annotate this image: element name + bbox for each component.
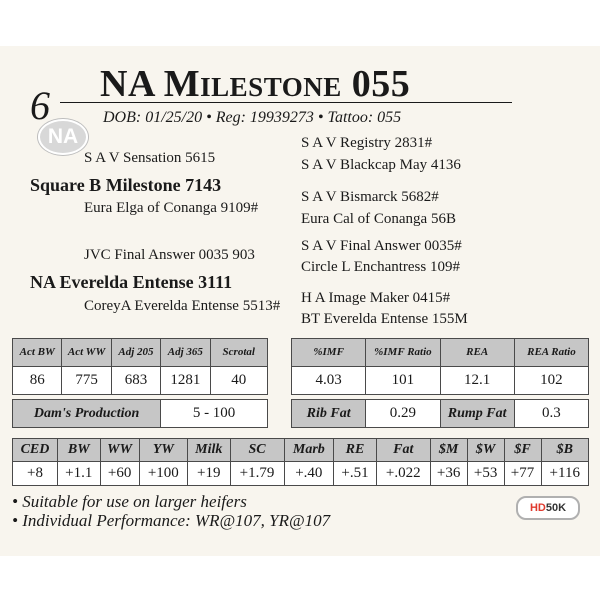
carcass-value: 12.1 xyxy=(440,367,514,395)
animal-name-title: NA Milestone 055 xyxy=(100,63,411,105)
notes xyxy=(12,492,330,530)
epd-value: +.022 xyxy=(376,462,430,486)
perf-header: Adj 205 xyxy=(111,339,160,367)
perf-header: Act WW xyxy=(62,339,111,367)
epd-value: +53 xyxy=(467,462,504,486)
perf-header: Adj 365 xyxy=(161,339,210,367)
pedigree-sd-sire: S A V Bismarck 5682# xyxy=(301,189,439,205)
perf-value: 40 xyxy=(210,367,268,395)
epd-header: RE xyxy=(334,439,377,462)
carcass-header: REA Ratio xyxy=(514,339,588,367)
epd-header: $F xyxy=(504,439,541,462)
pedigree-dam-sire: JVC Final Answer 0035 903 xyxy=(84,247,255,263)
epd-header: CED xyxy=(13,439,58,462)
pedigree-dd-sire: H A Image Maker 0415# xyxy=(301,290,451,306)
na-logo: NA xyxy=(38,119,88,155)
carcass-header: %IMF xyxy=(292,339,366,367)
registration-info: DOB: 01/25/20 • Reg: 19939273 • Tattoo: 055 xyxy=(103,109,402,126)
epd-value: +1.79 xyxy=(230,462,284,486)
note-item: • Suitable for use on larger heifers xyxy=(12,492,247,511)
note-item: • Individual Performance: WR@107, YR@107 xyxy=(12,511,331,530)
epd-value: +19 xyxy=(187,462,230,486)
pedigree-ss-sire: S A V Registry 2831# xyxy=(301,135,433,151)
sale-catalog-card xyxy=(0,46,600,556)
dams-production-value: 5 - 100 xyxy=(161,400,268,428)
perf-header: Scrotal xyxy=(210,339,268,367)
perf-header: Act BW xyxy=(13,339,62,367)
rump-fat-value: 0.3 xyxy=(514,400,588,428)
epd-header: Fat xyxy=(376,439,430,462)
epd-header: Marb xyxy=(284,439,334,462)
carcass-value: 102 xyxy=(514,367,588,395)
lot-number: 6 xyxy=(30,83,50,128)
carcass-header: REA xyxy=(440,339,514,367)
rump-fat-label: Rump Fat xyxy=(440,400,514,428)
pedigree-sire: Square B Milestone 7143 xyxy=(30,175,222,195)
carcass-header: %IMF Ratio xyxy=(366,339,440,367)
pedigree-dd-dam: BT Everelda Entense 155M xyxy=(301,311,468,327)
epd-header: $W xyxy=(467,439,504,462)
pedigree-sire-sire: S A V Sensation 5615 xyxy=(84,150,216,166)
perf-value: 775 xyxy=(62,367,111,395)
pedigree-sd-dam: Eura Cal of Conanga 56B xyxy=(301,211,456,227)
perf-value: 86 xyxy=(13,367,62,395)
perf-value: 683 xyxy=(111,367,160,395)
carcass-table xyxy=(291,338,589,428)
rib-fat-label: Rib Fat xyxy=(292,400,366,428)
epd-value: +36 xyxy=(430,462,467,486)
epd-value: +.51 xyxy=(334,462,377,486)
epd-header: WW xyxy=(100,439,139,462)
epd-value: +.40 xyxy=(284,462,334,486)
carcass-value: 4.03 xyxy=(292,367,366,395)
epd-header: BW xyxy=(57,439,100,462)
perf-value: 1281 xyxy=(161,367,210,395)
carcass-value: 101 xyxy=(366,367,440,395)
epd-table xyxy=(12,438,589,486)
epd-value: +1.1 xyxy=(57,462,100,486)
epd-header: Milk xyxy=(187,439,230,462)
epd-header: $B xyxy=(541,439,589,462)
epd-value: +100 xyxy=(139,462,187,486)
pedigree-dam: NA Everelda Entense 3111 xyxy=(30,272,233,292)
epd-value: +77 xyxy=(504,462,541,486)
epd-header: $M xyxy=(430,439,467,462)
pedigree-ds-sire: S A V Final Answer 0035# xyxy=(301,238,462,254)
hd50k-logo: HD50K xyxy=(516,496,580,520)
performance-table xyxy=(12,338,268,428)
title-divider xyxy=(60,102,512,103)
rib-fat-value: 0.29 xyxy=(366,400,440,428)
epd-value: +116 xyxy=(541,462,589,486)
pedigree-ss-dam: S A V Blackcap May 4136 xyxy=(301,157,461,173)
dams-production-label: Dam's Production xyxy=(13,400,161,428)
epd-header: SC xyxy=(230,439,284,462)
pedigree-ds-dam: Circle L Enchantress 109# xyxy=(301,259,460,275)
pedigree-dam-dam: CoreyA Everelda Entense 5513# xyxy=(84,298,281,314)
epd-value: +60 xyxy=(100,462,139,486)
pedigree-sire-dam: Eura Elga of Conanga 9109# xyxy=(84,200,259,216)
epd-value: +8 xyxy=(13,462,58,486)
epd-header: YW xyxy=(139,439,187,462)
